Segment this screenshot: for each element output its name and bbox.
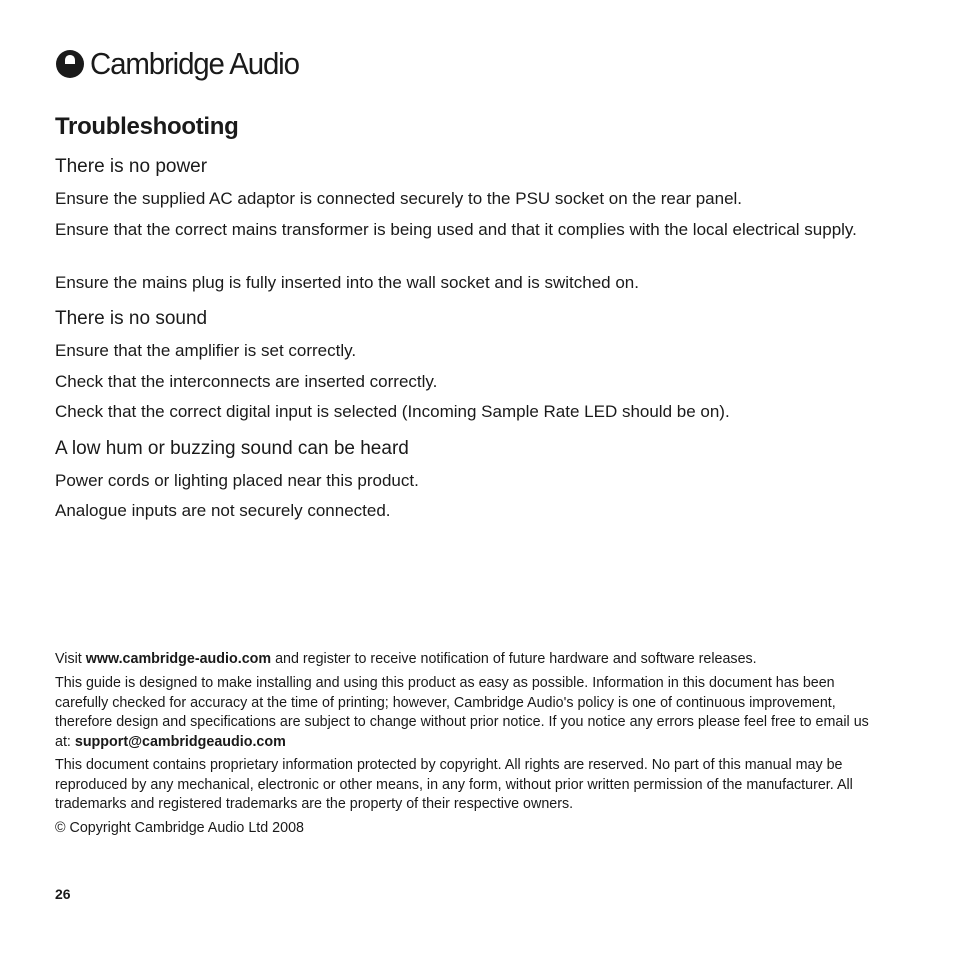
- section-heading-hum: A low hum or buzzing sound can be heard: [55, 438, 409, 459]
- section-item: Analogue inputs are not securely connected.: [55, 501, 391, 520]
- footer-copyright-notice: This document contains proprietary information protected by copyright. All rights are reserved. No part of this manual may be reproduced by any mechanical, electronic or other means, in any form, without prior written permission of the manufacturer. All trademarks and registered trademarks are the property of their respective owners.: [55, 757, 853, 812]
- guide-text: This guide is designed to make installing and using this product as easy as possible. Information in this document has been carefully checked for accuracy at the time of printing; however, Cambridge Audio's policy is one of continuous improvement, therefore design and specifications are subject to change without prior notice. If you notice any errors please feel free to email us at:: [55, 675, 869, 750]
- cambridge-audio-logo-icon: [55, 49, 85, 79]
- section-item: Check that the correct digital input is selected (Incoming Sample Rate LED should be on).: [55, 402, 730, 421]
- footer-visit-text: [55, 650, 877, 670]
- section-heading-no-power: There is no power: [55, 156, 208, 177]
- section-item: Ensure the mains plug is fully inserted into the wall socket and is switched on.: [55, 273, 639, 292]
- visit-suffix: and register to receive notification of future hardware and software releases.: [271, 651, 757, 667]
- footer-guide-text: [55, 674, 877, 752]
- brand-name: Cambridge Audio: [90, 46, 299, 81]
- section-item: Ensure that the correct mains transformer is being used and that it complies with the local electrical supply.: [55, 220, 857, 239]
- section-heading-no-sound: There is no sound: [55, 308, 208, 329]
- brand-logo: [55, 48, 310, 79]
- website-link[interactable]: www.cambridge-audio.com: [85, 651, 272, 667]
- section-item: Ensure the supplied AC adaptor is connected securely to the PSU socket on the rear panel.: [55, 189, 743, 208]
- visit-prefix: Visit: [55, 651, 86, 667]
- page-number: 26: [55, 886, 71, 902]
- page-title: Troubleshooting: [55, 113, 239, 140]
- section-item: Power cords or lighting placed near this product.: [55, 471, 419, 490]
- section-item: Check that the interconnects are inserted correctly.: [55, 372, 438, 391]
- support-email-link[interactable]: support@cambridgeaudio.com: [74, 733, 286, 750]
- copyright-line: © Copyright Cambridge Audio Ltd 2008: [55, 820, 304, 836]
- section-item: Ensure that the amplifier is set correctly.: [55, 341, 357, 360]
